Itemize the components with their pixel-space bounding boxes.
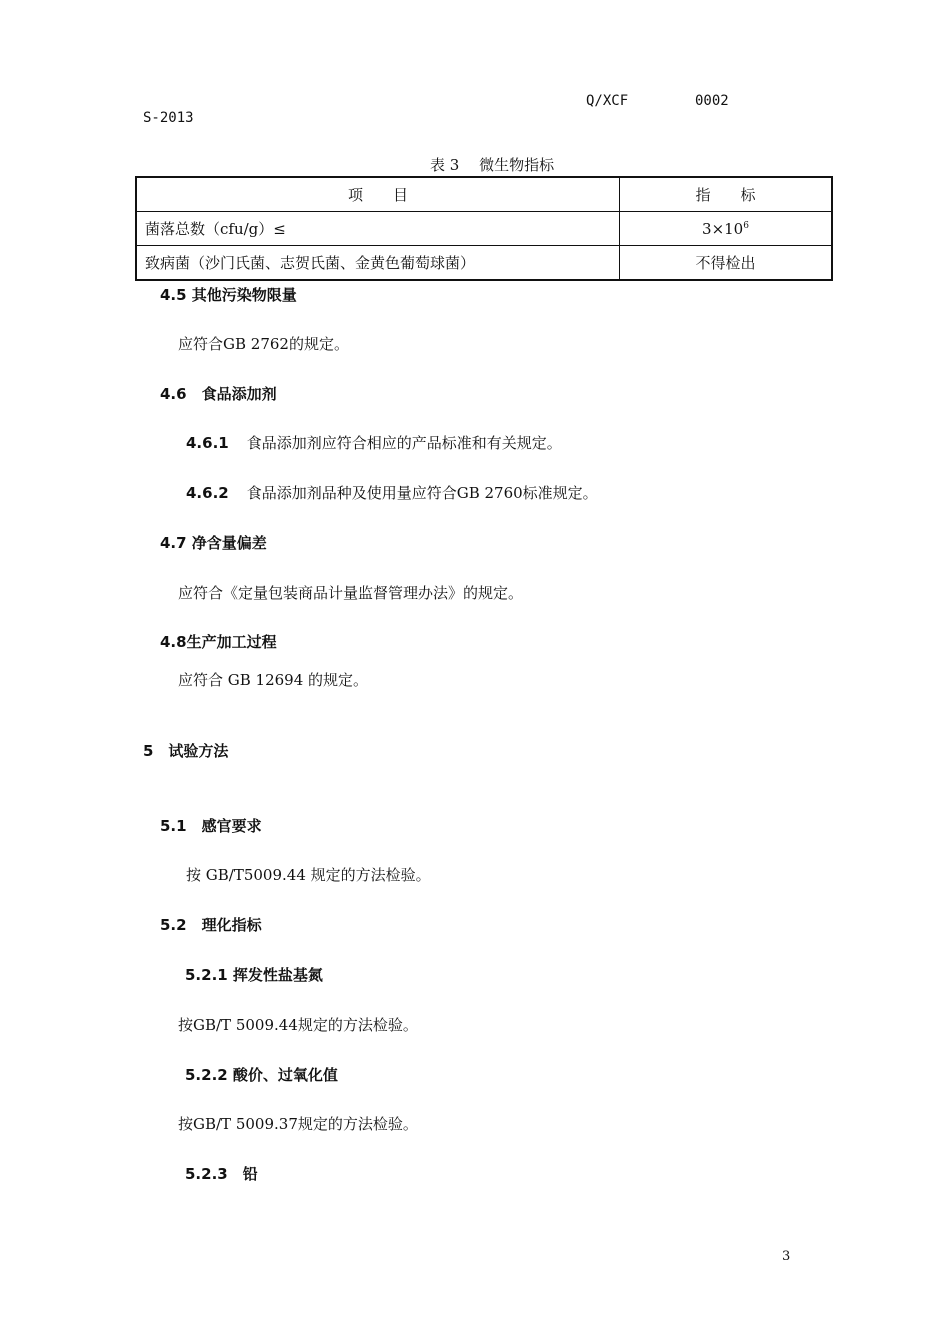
table-row: [136, 212, 832, 246]
clause-number: 4.6.1: [186, 434, 229, 452]
text-4-7: 应符合《定量包装商品计量监督管理办法》的规定。: [178, 584, 524, 602]
clause-text: 食品添加剂应符合相应的产品标准和有关规定。: [246, 434, 562, 452]
table-row: [136, 246, 832, 281]
heading-4-8: 4.8生产加工过程: [160, 633, 277, 651]
heading-4-5: 4.5 其他污染物限量: [160, 286, 297, 304]
microbial-table: [135, 176, 833, 281]
heading-5-1: 5.1 感官要求: [160, 817, 262, 835]
clause-4-6-2: [186, 482, 598, 503]
heading-4-7: 4.7 净含量偏差: [160, 534, 267, 552]
page-number: 3: [782, 1249, 791, 1264]
column-header-value: 指 标: [620, 177, 833, 212]
standard-number: 0002: [695, 93, 729, 109]
heading-5-2-1: 5.2.1 挥发性盐基氮: [185, 966, 323, 984]
text-4-5: 应符合GB 2762的规定。: [178, 335, 349, 353]
text-5-2-1: 按GB/T 5009.44规定的方法检验。: [178, 1016, 418, 1034]
text-5-2-2: 按GB/T 5009.37规定的方法检验。: [178, 1115, 418, 1133]
clause-4-6-1: [186, 432, 562, 453]
cell-item: 致病菌（沙门氏菌、志贺氏菌、金黄色葡萄球菌）: [136, 246, 620, 281]
clause-text: 食品添加剂品种及使用量应符合GB 2760标准规定。: [246, 484, 598, 502]
heading-5-2: 5.2 理化指标: [160, 916, 262, 934]
value-base: 3×10: [702, 219, 744, 238]
column-header-item: 项 目: [136, 177, 620, 212]
cell-value: [620, 212, 833, 246]
heading-5-2-2: 5.2.2 酸价、过氧化值: [185, 1066, 338, 1084]
table-header-row: [136, 177, 832, 212]
heading-4-6: 4.6 食品添加剂: [160, 385, 277, 403]
cell-value: 不得检出: [620, 246, 833, 281]
cell-item: 菌落总数（cfu/g）≤: [136, 212, 620, 246]
value-exponent: 6: [743, 220, 749, 231]
standard-year: S-2013: [143, 110, 194, 126]
heading-5: 5 试验方法: [143, 742, 229, 760]
table-caption: 表 3 微生物指标: [430, 156, 555, 174]
clause-number: 4.6.2: [186, 484, 229, 502]
standard-code: Q/XCF: [586, 93, 629, 109]
text-4-8: 应符合 GB 12694 的规定。: [178, 671, 369, 689]
text-5-1: 按 GB/T5009.44 规定的方法检验。: [186, 866, 431, 884]
heading-5-2-3: 5.2.3 铅: [185, 1165, 258, 1183]
